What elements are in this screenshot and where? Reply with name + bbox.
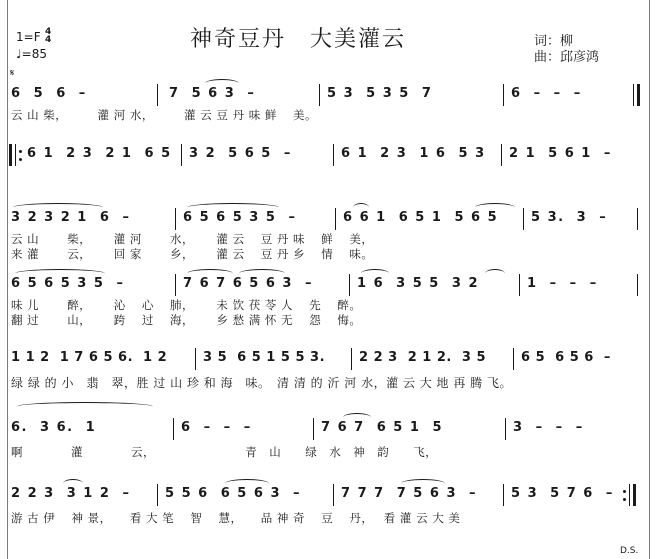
barline	[319, 84, 320, 106]
lyric-row-5	[9, 374, 645, 388]
time-signature-bottom: 4	[45, 35, 52, 45]
repeat-dot	[623, 490, 626, 493]
barline	[637, 274, 638, 296]
song-title: 神奇豆丹 大美灌云	[190, 27, 407, 52]
lyricist-credit: 词：柳	[534, 34, 574, 49]
score-line-7	[9, 482, 645, 554]
note-row-2	[9, 142, 645, 166]
repeat-start-barline	[9, 144, 12, 166]
repeat-end-barline-thin	[629, 484, 630, 506]
page-margin-right	[649, 0, 650, 559]
lyric-text: 味 儿 醉， 沁 心 肺， 未 饮 茯 苓 人 先 醉。	[11, 298, 362, 312]
measure: 3 2 3 2 1 6 –	[11, 210, 131, 225]
measure: 7 5 6 3 –	[169, 86, 256, 101]
lyric-row-3-verse-1	[9, 231, 645, 245]
barline	[501, 144, 502, 166]
measure: 1 6 3 5 5 3 2	[357, 276, 480, 291]
barline	[157, 484, 158, 506]
measure: 3 5 6 5 1 5 5 3.	[203, 350, 326, 365]
lyric-text: 云 山 柴， 灌 河 水， 灌 云 豆 丹 味 鲜 美。	[11, 108, 318, 122]
slur	[205, 79, 239, 88]
barline	[351, 348, 352, 370]
barline	[157, 84, 158, 106]
note-row-5	[9, 346, 645, 370]
time-signature-top: 4	[45, 27, 52, 37]
measure: 2 1 5 6 1 –	[509, 146, 612, 161]
final-barline	[637, 84, 640, 106]
dal-segno-mark: D.S.	[620, 546, 639, 556]
barline	[333, 144, 334, 166]
measure: 1 – – –	[527, 276, 598, 291]
slur	[485, 269, 505, 278]
key-signature: 1=F	[16, 30, 41, 44]
measure: 6 6 1 6 5 1 5 6 5	[343, 210, 499, 225]
measure: 6 5 6 5 3 5 –	[11, 276, 125, 291]
measure: 5 3. 3 –	[531, 210, 608, 225]
measure: 6 1 2 3 2 1 6 5	[27, 146, 172, 161]
measure: 2 2 3 2 1 2. 3 5	[359, 350, 487, 365]
note-row-4	[9, 272, 645, 296]
measure: 6 5 6 5 3 5 –	[183, 210, 297, 225]
composer-credit: 曲：邱彦鸿	[534, 50, 600, 65]
repeat-end-barline	[633, 484, 636, 506]
lyric-text: 云 山 柴， 灌 河 水， 灌 云 豆 丹 味 鲜 美，	[11, 232, 374, 246]
note-row-1	[9, 82, 645, 106]
barline	[195, 348, 196, 370]
note-row-3	[9, 206, 645, 230]
measure: 7 7 7 7 5 6 3 –	[341, 486, 478, 501]
barline	[335, 208, 336, 230]
score-line-2	[9, 142, 645, 214]
lyric-text: 游 古 伊 神 景， 看 大 笔 智 慧， 品 神 奇 豆 丹， 看 灌 云 大 美	[11, 511, 461, 525]
measure: 5 3 5 7 6 –	[511, 486, 614, 501]
segno-sign: 𝄋	[10, 68, 15, 79]
repeat-start-barline-thin	[15, 144, 16, 166]
note-row-6	[9, 416, 645, 440]
measure: 6 5 6 –	[11, 86, 87, 101]
measure: 3 2 5 6 5 –	[189, 146, 292, 161]
measure: 6 5 6 5 6 –	[521, 350, 611, 365]
measure: 2 2 3 3 1 2 –	[11, 486, 131, 501]
measure: 1 1 2 1 7 6 5 6. 1 2	[11, 350, 168, 365]
measure: 6 – – –	[511, 86, 582, 101]
score-line-3	[9, 206, 645, 278]
barline	[181, 144, 182, 166]
lyric-text: 绿 绿 的 小 翡 翠，胜 过 山 珍 和 海 味。 清 清 的 沂 河 水，灌 云 大 地 再 腾 飞。	[11, 376, 512, 390]
lyric-row-7	[9, 510, 645, 524]
measure: 6 – – –	[181, 420, 252, 435]
measure: 5 5 6 6 5 6 3 –	[165, 486, 302, 501]
barline	[633, 84, 634, 106]
time-signature	[45, 28, 51, 44]
slur	[17, 402, 153, 411]
tempo-marking: ♩=85	[16, 47, 47, 61]
measure: 6 1 2 3 1 6 5 3	[341, 146, 486, 161]
barline	[503, 84, 504, 106]
barline	[519, 274, 520, 296]
repeat-dot	[623, 498, 626, 501]
measure: 5 3 5 3 5 7	[327, 86, 433, 101]
barline	[523, 208, 524, 230]
barline	[505, 418, 506, 440]
barline	[175, 208, 176, 230]
barline	[637, 208, 638, 230]
score-line-4	[9, 272, 645, 344]
score-line-6	[9, 416, 645, 488]
barline	[349, 274, 350, 296]
barline	[513, 348, 514, 370]
barline	[503, 484, 504, 506]
barline	[173, 418, 174, 440]
page-margin-left	[7, 0, 8, 559]
lyric-text: 啊 灌 云， 青 山 绿 水 神 韵 飞，	[11, 445, 438, 459]
barline	[333, 484, 334, 506]
lyric-row-3-verse-2	[9, 246, 645, 260]
measure: 6. 3 6. 1	[11, 420, 97, 435]
barline	[175, 274, 176, 296]
lyric-row-1	[9, 107, 645, 121]
note-row-7	[9, 482, 645, 506]
lyric-text: 来 灌 云， 回 家 乡， 灌 云 豆 丹 乡 情 味。	[11, 247, 374, 261]
lyric-row-6	[9, 444, 645, 458]
lyric-row-4-verse-2	[9, 312, 645, 326]
repeat-dot	[19, 150, 22, 153]
measure: 7 6 7 6 5 6 3 –	[183, 276, 314, 291]
measure: 3 – – –	[513, 420, 584, 435]
lyric-row-4-verse-1	[9, 297, 645, 311]
barline	[313, 418, 314, 440]
repeat-dot	[19, 158, 22, 161]
measure: 7 6 7 6 5 1 5	[321, 420, 444, 435]
lyric-text: 翻 过 山， 跨 过 海， 乡 愁 满 怀 无 怨 悔。	[11, 313, 362, 327]
